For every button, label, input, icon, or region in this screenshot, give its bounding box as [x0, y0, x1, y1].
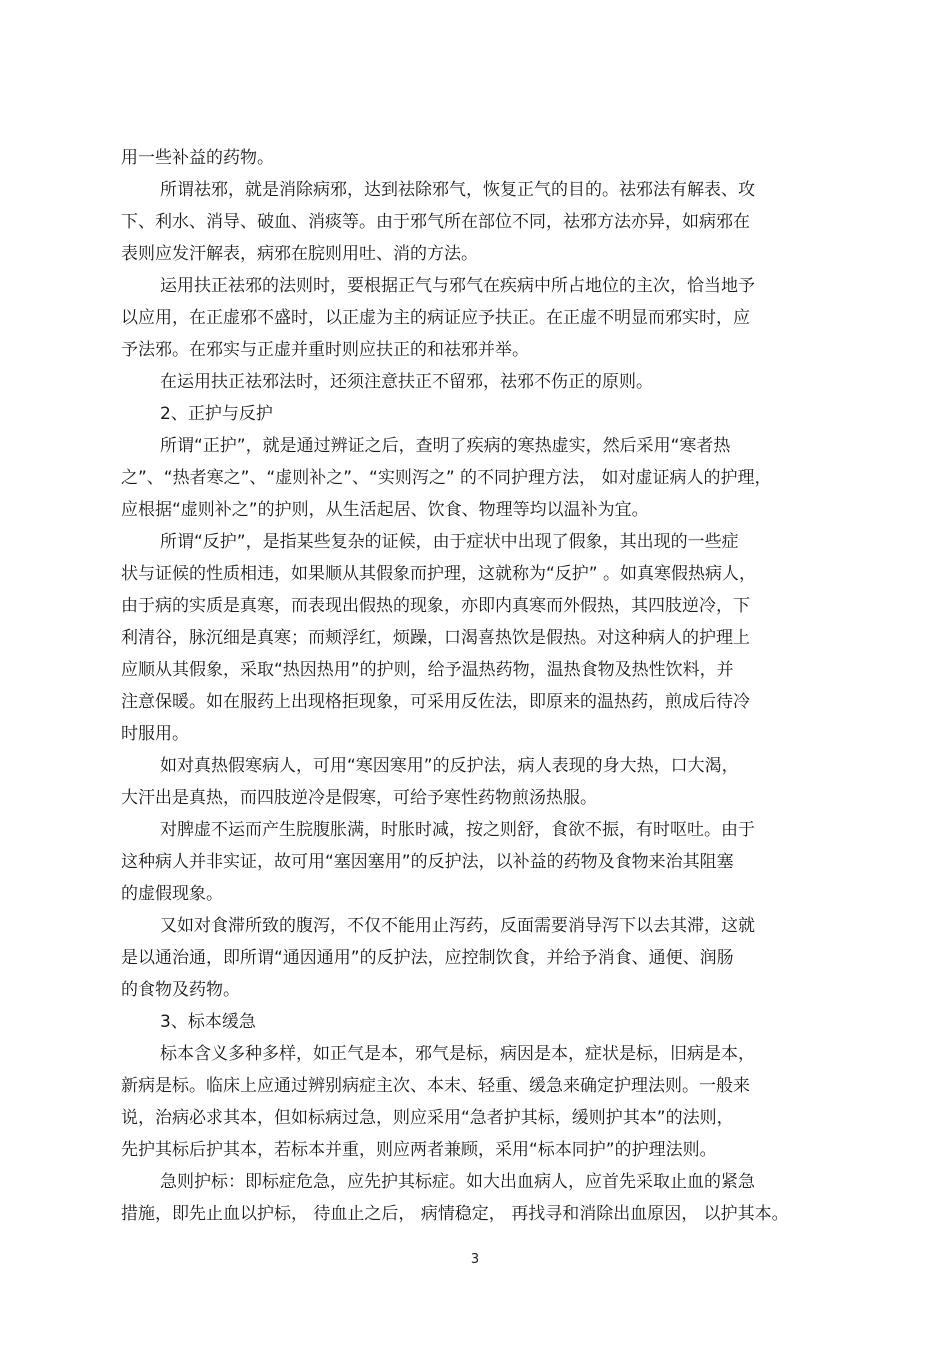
body-text — [121, 142, 831, 1230]
text-line: 注意保暖。如在服药上出现格拒现象，可采用反佐法，即原来的温热药，煎成后待冷 — [121, 692, 750, 712]
text-line: 说，治病必求其本，但如标病过急，则应采用“急者护其标，缓则护其本”的法则， — [121, 1108, 734, 1128]
text-line: 大汗出是真热，而四肢逆冷是假寒，可给予寒性药物煎汤热服。 — [121, 788, 597, 808]
paragraph-line: 所谓“正护”，就是通过辨证之后，查明了疾病的寒热虚实，然后采用“寒者热 — [160, 436, 731, 456]
text-line: 由于病的实质是真寒，而表现出假热的现象，亦即内真寒而外假热，其四肢逆冷，下 — [121, 596, 750, 616]
section-heading: 3、标本缓急 — [160, 1012, 256, 1032]
paragraph-line: 所谓“反护”，是指某些复杂的证候，由于症状中出现了假象，其出现的一些症 — [160, 532, 739, 552]
page-number: 3 — [470, 1252, 480, 1267]
paragraph-line: 对脾虚不运而产生脘腹胀满，时胀时减，按之则舒，食欲不振，有时呕吐。由于 — [160, 820, 755, 840]
text-line: 下、利水、消导、破血、消痰等。由于邪气所在部位不同，祛邪方法亦异，如病邪在 — [121, 212, 750, 232]
text-line: 是以通治通，即所谓“通因通用”的反护法，应控制饮食，并给予消食、通便、润肠 — [121, 948, 734, 968]
section-heading: 2、正护与反护 — [160, 404, 273, 424]
paragraph-line: 在运用扶正祛邪法时，还须注意扶正不留邪，祛邪不伤正的原则。 — [160, 372, 653, 392]
text-line: 以应用，在正虚邪不盛时，以正虚为主的病证应予扶正。在正虚不明显而邪实时，应 — [121, 308, 750, 328]
text-line: 这种病人并非实证，故可用“塞因塞用”的反护法，以补益的药物及食物来治其阻塞 — [121, 852, 734, 872]
paragraph-line: 所谓祛邪，就是消除病邪，达到祛除邪气，恢复正气的目的。祛邪法有解表、攻 — [160, 180, 755, 200]
text-line: 先护其标后护其本，若标本并重，则应两者兼顾，采用“标本同护”的护理法则。 — [121, 1140, 717, 1160]
text-line: 的虚假现象。 — [121, 884, 223, 904]
text-line: 表则应发汗解表，病邪在脘则用吐、消的方法。 — [121, 244, 478, 264]
text-line: 用一些补益的药物。 — [121, 148, 274, 168]
text-line: 新病是标。临床上应通过辨别病症主次、本末、轻重、缓急来确定护理法则。一般来 — [121, 1076, 750, 1096]
text-line: 之”、“热者寒之”、“虚则补之”、“实则泻之” 的不同护理方法， 如对虚证病人的护理， — [121, 468, 772, 488]
paragraph-line: 又如对食滞所致的腹泻，不仅不能用止泻药，反面需要消导泻下以去其滞，这就 — [160, 916, 755, 936]
text-line: 时服用。 — [121, 724, 189, 744]
text-line: 应顺从其假象，采取“热因热用”的护则，给予温热药物，温热食物及热性饮料，并 — [121, 660, 734, 680]
paragraph-line: 运用扶正祛邪的法则时，要根据正气与邪气在疾病中所占地位的主次，恰当地予 — [160, 276, 755, 296]
paragraph-line: 急则护标：即标症危急，应先护其标症。如大出血病人，应首先采取止血的紧急 — [160, 1172, 755, 1192]
text-line: 状与证候的性质相违，如果顺从其假象而护理，这就称为“反护” 。如真寒假热病人， — [121, 564, 757, 584]
text-line: 的食物及药物。 — [121, 980, 240, 1000]
paragraph-line: 如对真热假寒病人，可用“寒因寒用”的反护法，病人表现的身大热，口大渴， — [160, 756, 739, 776]
text-line: 措施，即先止血以护标， 待血止之后， 病情稳定， 再找寻和消除出血原因， 以护其本。 — [121, 1204, 789, 1224]
text-line: 予法邪。在邪实与正虚并重时则应扶正的和祛邪并举。 — [121, 340, 529, 360]
text-line: 应根据“虚则补之”的护则，从生活起居、饮食、物理等均以温补为宜。 — [121, 500, 649, 520]
text-line: 利清谷，脉沉细是真寒；而颊浮红，烦躁，口渴喜热饮是假热。对这种病人的护理上 — [121, 628, 750, 648]
paragraph-line: 标本含义多种多样，如正气是本，邪气是标，病因是本，症状是标，旧病是本， — [160, 1044, 755, 1064]
